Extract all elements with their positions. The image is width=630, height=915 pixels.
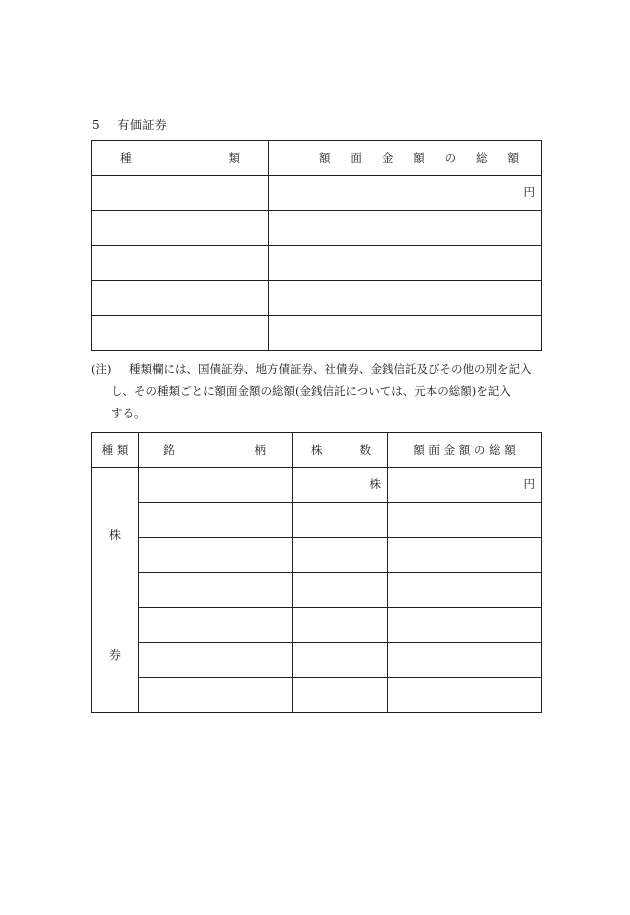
- brand-header-left: 銘: [163, 443, 175, 457]
- note-label: (注): [91, 362, 112, 376]
- shares-cell[interactable]: [293, 538, 388, 573]
- table-row: [92, 468, 542, 503]
- type-header: [92, 141, 269, 176]
- shares-cell[interactable]: [293, 503, 388, 538]
- brand-cell[interactable]: [139, 643, 293, 678]
- amount-cell[interactable]: [269, 211, 542, 246]
- type-header-left: 種: [120, 151, 132, 165]
- type-cell[interactable]: [92, 246, 269, 281]
- amount-cell[interactable]: [388, 538, 542, 573]
- table-row: [92, 281, 542, 316]
- amount-header-char: 額: [413, 151, 425, 165]
- amount-cell[interactable]: [388, 643, 542, 678]
- shares-cell[interactable]: [293, 643, 388, 678]
- table-row: [92, 608, 542, 643]
- shares-cell[interactable]: [293, 468, 388, 503]
- kind-bottom-char: 券: [108, 648, 121, 662]
- type-cell[interactable]: [92, 316, 269, 351]
- amount-cell[interactable]: [388, 573, 542, 608]
- note-line-2: し、その種類ごとに額面金額の総額(金銭信託については、元本の総額)を記入: [111, 384, 511, 398]
- yen-unit: 円: [523, 477, 535, 491]
- amount-header-char: 面: [350, 151, 362, 165]
- brand-cell[interactable]: [139, 573, 293, 608]
- table-row: [92, 503, 542, 538]
- section-number: 5: [92, 118, 101, 132]
- amount-cell[interactable]: [388, 503, 542, 538]
- amount-cell[interactable]: [269, 316, 542, 351]
- table-row: [92, 176, 542, 211]
- table-row: [92, 246, 542, 281]
- table-row: [92, 538, 542, 573]
- amount-cell[interactable]: [269, 246, 542, 281]
- shares-header-right: 数: [359, 443, 371, 457]
- table-header-row: [92, 141, 542, 176]
- shares-cell[interactable]: [293, 573, 388, 608]
- table-row: [92, 573, 542, 608]
- kind-cell: [92, 468, 139, 713]
- note-line-3: する。: [111, 406, 146, 420]
- amount-header: [269, 141, 542, 176]
- amount-cell[interactable]: [269, 281, 542, 316]
- kind-header-label: 種 類: [101, 443, 129, 457]
- table-row: [92, 643, 542, 678]
- amount-cell[interactable]: [388, 678, 542, 713]
- type-header-right: 類: [228, 151, 240, 165]
- securities-summary-table: [91, 140, 542, 351]
- table-row: [92, 211, 542, 246]
- brand-cell[interactable]: [139, 468, 293, 503]
- yen-unit: 円: [523, 185, 535, 199]
- shares-cell[interactable]: [293, 678, 388, 713]
- stock-table: [91, 432, 542, 713]
- amount-cell[interactable]: [388, 608, 542, 643]
- table-row: [92, 678, 542, 713]
- section-heading: [92, 116, 167, 133]
- brand-cell[interactable]: [139, 503, 293, 538]
- brand-cell[interactable]: [139, 538, 293, 573]
- section-title: 有価証券: [117, 118, 168, 132]
- amount-header-char: 総: [476, 151, 488, 165]
- table-row: [92, 316, 542, 351]
- kind-header: [92, 433, 139, 468]
- brand-cell[interactable]: [139, 608, 293, 643]
- shares-header-left: 株: [311, 443, 323, 457]
- kind-top-char: 株: [108, 528, 121, 542]
- amount-cell[interactable]: [388, 468, 542, 503]
- shares-cell[interactable]: [293, 608, 388, 643]
- amount-header-char: の: [444, 151, 457, 165]
- table-header-row: [92, 433, 542, 468]
- brand-header-right: 柄: [254, 443, 266, 457]
- type-cell[interactable]: [92, 281, 269, 316]
- amount-header-char: 額: [319, 151, 331, 165]
- shares-header: [293, 433, 388, 468]
- amount-header-label: 額 面 金 額 の 総 額: [413, 443, 516, 457]
- amount-header-char: 額: [507, 151, 519, 165]
- shares-unit: 株: [369, 477, 381, 491]
- type-cell[interactable]: [92, 211, 269, 246]
- brand-header: [139, 433, 293, 468]
- note-line-1: 種類欄には、国債証券、地方債証券、社債券、金銭信託及びその他の別を記入: [129, 362, 532, 376]
- amount-header: [388, 433, 542, 468]
- type-cell[interactable]: [92, 176, 269, 211]
- note: [91, 358, 553, 424]
- amount-header-char: 金: [381, 151, 394, 165]
- amount-cell[interactable]: [269, 176, 542, 211]
- brand-cell[interactable]: [139, 678, 293, 713]
